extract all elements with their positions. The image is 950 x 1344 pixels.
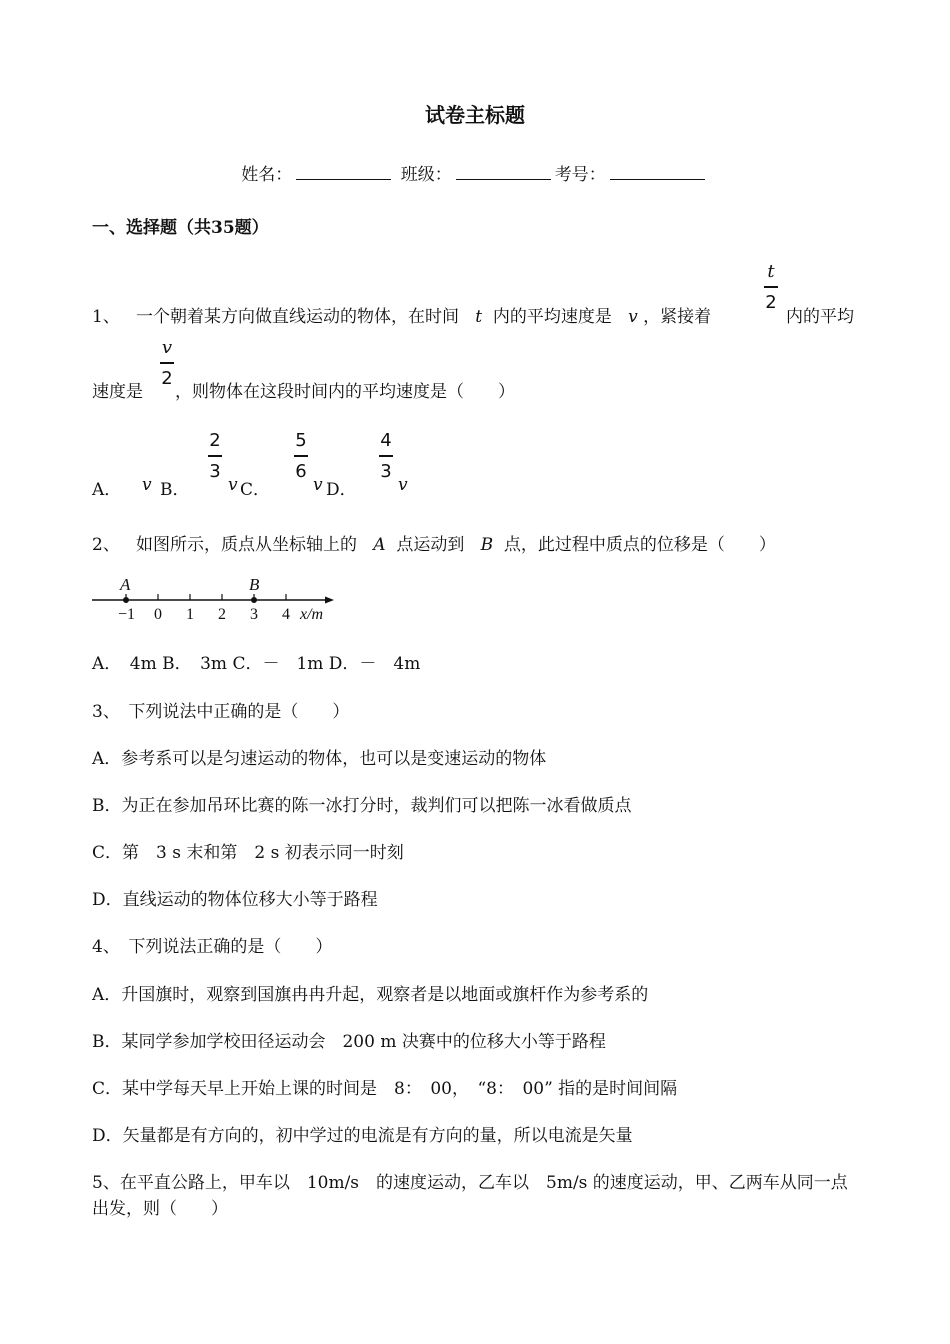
fraction-bar (160, 362, 174, 364)
question-text: 如图所示，质点从坐标轴上的 (136, 535, 358, 555)
option-c-fraction (294, 432, 308, 481)
point-a-label: A (373, 535, 386, 555)
option-b-label: B． (160, 480, 190, 500)
point-b-dot (251, 597, 257, 603)
question-3-option-a: A．参考系可以是匀速运动的物体，也可以是变速运动的物体 (92, 749, 547, 769)
question-2-stem (92, 530, 776, 555)
number-line-figure (90, 574, 350, 624)
option-d-label: D． (326, 480, 357, 500)
question-3-option-d: D．直线运动的物体位移大小等于路程 (92, 890, 378, 910)
question-text: ，紧接着 (643, 307, 712, 327)
question-text: 点，此过程中质点的位移是（ ） (503, 535, 776, 555)
tick-label: 4 (282, 606, 290, 623)
class-blank[interactable] (456, 165, 551, 180)
tick-label: 3 (250, 606, 258, 623)
point-a-label: A (120, 575, 131, 594)
fraction-numerator: 4 (380, 430, 392, 451)
question-number: 1、 (92, 307, 120, 327)
number-blank[interactable] (610, 165, 705, 180)
question-4-option-c: C．某中学每天早上开始上课的时间是 8： 00， “8： 00” 指的是时间间隔 (92, 1079, 678, 1099)
fraction-bar (294, 455, 308, 457)
fraction-numerator: 2 (209, 430, 221, 451)
section-heading: 一、选择题（共35题） (92, 218, 269, 238)
question-text: 内的平均 (786, 307, 854, 327)
fraction-denominator: 6 (295, 460, 307, 482)
tick-label: −1 (118, 606, 136, 623)
question-4-option-d: D．矢量都是有方向的，初中学过的电流是有方向的量，所以电流是矢量 (92, 1126, 633, 1146)
question-text: 速度是 (92, 382, 143, 402)
axis-label: x/m (300, 606, 324, 623)
question-number: 2、 (92, 535, 120, 555)
question-3-option-b: B．为正在参加吊环比赛的陈一冰打分时，裁判们可以把陈一冰看做质点 (92, 796, 632, 816)
fraction-bar (764, 286, 778, 288)
variable-v: v (628, 307, 638, 327)
name-label: 姓名： (241, 165, 293, 185)
point-b-label: B (480, 535, 494, 555)
fraction-t-over-2 (764, 263, 778, 312)
option-a-value: v (142, 475, 152, 495)
point-a-dot (123, 597, 129, 603)
page-title: 试卷主标题 (425, 103, 525, 127)
fraction-bar (379, 455, 393, 457)
question-text: 点运动到 (396, 535, 465, 555)
student-info-row (0, 160, 950, 185)
tick-label: 0 (154, 606, 162, 623)
fraction-bar (208, 455, 222, 457)
question-text: ，则物体在这段时间内的平均速度是（ ） (175, 382, 515, 402)
option-d-variable: v (398, 475, 408, 495)
question-4-stem: 4、 下列说法正确的是（ ） (92, 937, 333, 957)
question-5-line-1: 5、在平直公路上，甲车以 10m/s 的速度运动，乙车以 5m/s 的速度运动，甲、乙两车从同一点 (92, 1173, 848, 1193)
class-label: 班级： (400, 165, 452, 185)
tick-label: 1 (186, 606, 194, 623)
question-5-line-2: 出发，则（ ） (92, 1199, 228, 1219)
fraction-v-over-2 (160, 339, 174, 388)
question-1-line-1 (92, 302, 711, 327)
fraction-denominator: 2 (161, 367, 173, 389)
question-3-stem: 3、 下列说法中正确的是（ ） (92, 702, 350, 722)
question-text: 内的平均速度是 (492, 307, 612, 327)
option-a-label: A． (92, 480, 122, 500)
option-b-fraction (208, 432, 222, 481)
fraction-denominator: 2 (765, 291, 777, 313)
point-b-label: B (249, 575, 260, 594)
question-2-options: A． 4m B． 3m C．－ 1m D．－ 4m (92, 654, 421, 674)
name-blank[interactable] (296, 165, 391, 180)
fraction-numerator: t (767, 261, 775, 282)
number-label: 考号： (554, 165, 606, 185)
variable-t: t (475, 307, 483, 327)
option-c-variable: v (313, 475, 323, 495)
option-c-label: C． (240, 480, 271, 500)
fraction-numerator: v (161, 337, 173, 358)
fraction-numerator: 5 (295, 430, 307, 451)
tick-label: 2 (218, 606, 226, 623)
question-text: 一个朝着某方向做直线运动的物体，在时间 (136, 307, 460, 327)
question-3-option-c: C．第 3 s 末和第 2 s 初表示同一时刻 (92, 843, 404, 863)
question-4-option-b: B．某同学参加学校田径运动会 200 m 决赛中的位移大小等于路程 (92, 1032, 606, 1052)
axis-arrow-icon (325, 597, 334, 604)
question-4-option-a: A．升国旗时，观察到国旗冉冉升起，观察者是以地面或旗杆作为参考系的 (92, 985, 649, 1005)
fraction-denominator: 3 (209, 460, 221, 482)
option-b-variable: v (228, 475, 238, 495)
fraction-denominator: 3 (380, 460, 392, 482)
option-d-fraction (379, 432, 393, 481)
